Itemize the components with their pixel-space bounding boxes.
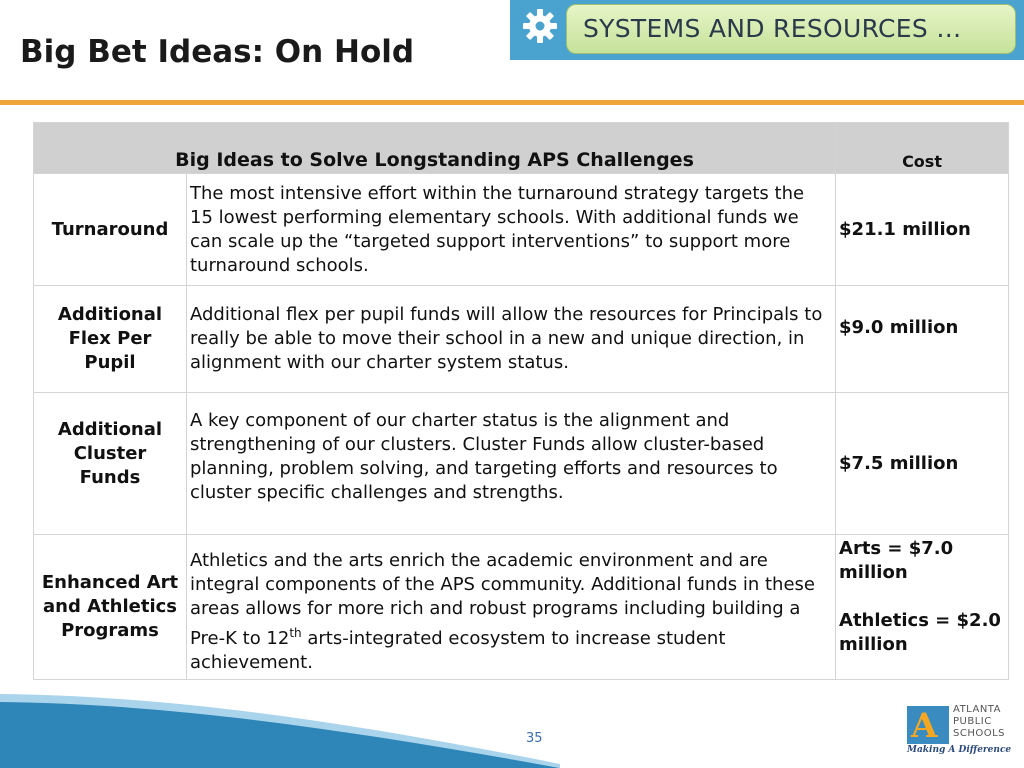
logo-line-2: PUBLIC bbox=[953, 716, 992, 727]
cost-arts: Arts = $7.0 million bbox=[839, 538, 954, 583]
gear-icon bbox=[520, 6, 560, 46]
row-description: Additional flex per pupil funds will allow the resources for Principals to really be able to move their school in a new and unique direction, in alignment with our charter system status. bbox=[187, 286, 836, 393]
row-description-text-end: arts-integrated ecosystem to increase student achievement. bbox=[190, 628, 726, 673]
footer-swoosh bbox=[0, 690, 560, 768]
row-description: The most intensive effort within the turnaround strategy targets the 15 lowest performing elementary schools. With additional funds we can scale up the “targeted support interventions” to support more turnaround schools. bbox=[187, 174, 836, 286]
table-row bbox=[34, 174, 1009, 286]
page-number: 35 bbox=[526, 731, 543, 746]
header-big-ideas: Big Ideas to Solve Longstanding APS Challenges bbox=[34, 123, 836, 174]
aps-logo bbox=[907, 704, 1017, 760]
row-description: A key component of our charter status is the alignment and strengthening of our clusters. Cluster Funds allow cluster-based planning, problem solving, and targeting efforts and resources to cluster specific challenges and strengths. bbox=[187, 393, 836, 535]
logo-mark bbox=[907, 706, 949, 744]
section-banner bbox=[510, 0, 1024, 60]
ideas-table bbox=[33, 122, 1008, 677]
title-divider bbox=[0, 100, 1024, 105]
logo-letter: A bbox=[911, 706, 938, 746]
table-row bbox=[34, 286, 1009, 393]
row-name: Turnaround bbox=[34, 174, 187, 286]
row-cost: $21.1 million bbox=[836, 174, 1009, 286]
table-row bbox=[34, 393, 1009, 535]
table-row bbox=[34, 535, 1009, 680]
row-cost: $9.0 million bbox=[836, 286, 1009, 393]
banner-label bbox=[566, 4, 1016, 54]
slide-title: Big Bet Ideas: On Hold bbox=[20, 34, 415, 70]
row-cost: $7.5 million bbox=[836, 393, 1009, 535]
superscript-th: th bbox=[289, 626, 302, 640]
row-name-text: Additional Cluster Funds bbox=[57, 418, 163, 488]
cost-athletics: Athletics = $2.0 million bbox=[839, 610, 1001, 655]
row-name bbox=[34, 286, 187, 393]
logo-tagline: Making A Difference bbox=[907, 745, 1012, 755]
banner-text: SYSTEMS AND RESOURCES … bbox=[583, 14, 962, 43]
row-name-text: Additional Flex Per Pupil bbox=[57, 304, 163, 373]
row-description bbox=[187, 535, 836, 680]
row-cost bbox=[836, 535, 1009, 680]
logo-line-3: SCHOOLS bbox=[953, 728, 1006, 739]
row-description-text: Athletics and the arts enrich the academic environment and are integral components of the APS community. Additional funds in these areas allows for more rich and robust programs including building a Pre-K to 12 bbox=[190, 550, 815, 649]
row-name: Enhanced Art and Athletics Programs bbox=[34, 535, 187, 680]
logo-line-1: ATLANTA bbox=[953, 704, 1001, 715]
table-header-row bbox=[34, 123, 1009, 174]
header-cost: Cost bbox=[836, 123, 1009, 174]
row-name bbox=[34, 393, 187, 535]
